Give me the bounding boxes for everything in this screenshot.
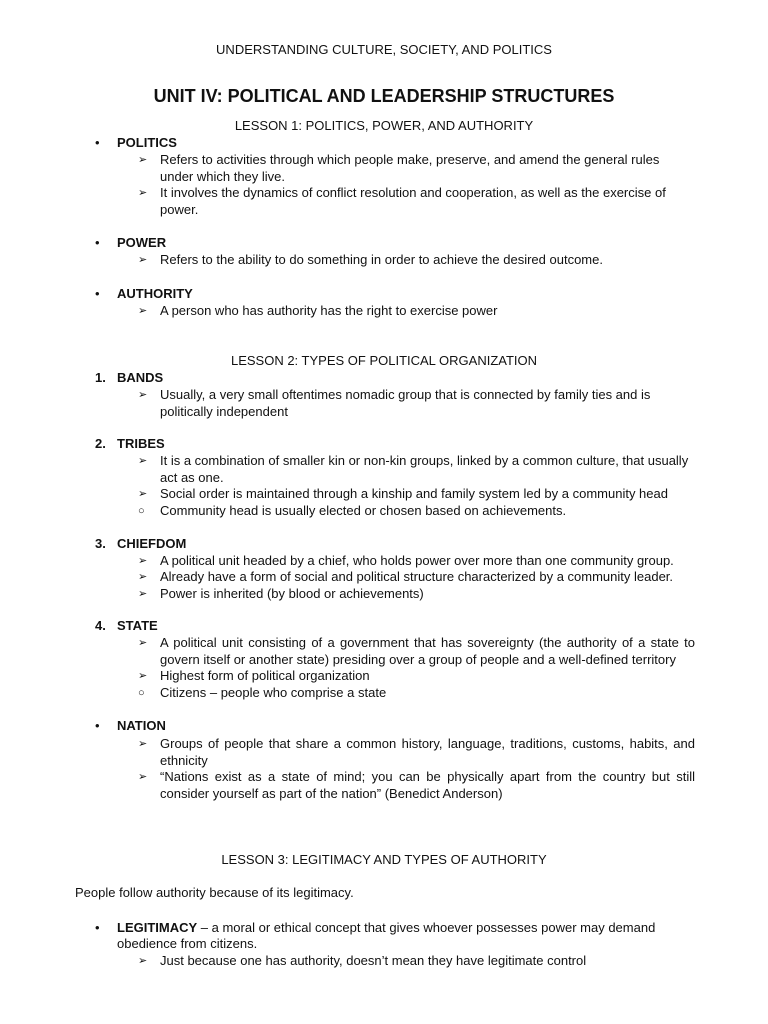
nation-point-1: Groups of people that share a common history, language, traditions, customs, habits, and ethnicity (160, 736, 695, 768)
lesson3-intro: People follow authority because of its legitimacy. (75, 885, 354, 900)
term-tribes: TRIBES (117, 436, 165, 451)
authority-point-1: A person who has authority has the right to exercise power (160, 303, 498, 318)
tribes-point-1: It is a combination of smaller kin or non-kin groups, linked by a common culture, that usually act as one. (160, 453, 689, 485)
bullet-dot-icon: • (95, 135, 100, 150)
chiefdom-point-2: Already have a form of social and political structure characterized by a community leader. (160, 569, 674, 584)
bands-point-1: Usually, a very small oftentimes nomadic group that is connected by family ties and is politically independent (160, 387, 651, 419)
arrow-bullet-icon: ➢ (138, 637, 148, 649)
term-chiefdom: CHIEFDOM (117, 536, 187, 551)
tribes-point-3: Community head is usually elected or chosen based on achievements. (160, 503, 567, 518)
arrow-bullet-icon: ➢ (138, 305, 148, 317)
course-title: UNDERSTANDING CULTURE, SOCIETY, AND POLITICS (216, 42, 552, 57)
arrow-bullet-icon: ➢ (138, 955, 148, 967)
circle-bullet-icon: ○ (138, 505, 145, 517)
term-bands: BANDS (117, 370, 164, 385)
power-point-1: Refers to the ability to do something in order to achieve the desired outcome. (160, 252, 603, 267)
arrow-bullet-icon: ➢ (138, 738, 148, 750)
circle-bullet-icon: ○ (138, 687, 145, 699)
term-nation: NATION (117, 718, 166, 733)
arrow-bullet-icon: ➢ (138, 771, 148, 783)
term-politics: POLITICS (117, 135, 177, 150)
arrow-bullet-icon: ➢ (138, 389, 148, 401)
arrow-bullet-icon: ➢ (138, 154, 148, 166)
term-power: POWER (117, 235, 167, 250)
lesson2-title: LESSON 2: TYPES OF POLITICAL ORGANIZATION (230, 353, 538, 368)
term-legitimacy: LEGITIMACY (117, 920, 198, 935)
politics-point-2: It involves the dynamics of conflict resolution and cooperation, as well as the exercise of power. (160, 185, 666, 217)
state-point-3: Citizens – people who comprise a state (160, 685, 387, 700)
list-number: 2. (95, 436, 106, 451)
legitimacy-definition-text: – a moral or ethical concept that gives whoever possesses power may demand (197, 920, 656, 935)
legitimacy-definition (117, 920, 677, 937)
bullet-dot-icon: • (95, 718, 100, 733)
list-number: 3. (95, 536, 106, 551)
arrow-bullet-icon: ➢ (138, 254, 148, 266)
arrow-bullet-icon: ➢ (138, 187, 148, 199)
chiefdom-point-3: Power is inherited (by blood or achievements) (160, 586, 424, 601)
bullet-dot-icon: • (95, 286, 100, 301)
chiefdom-point-1: A political unit headed by a chief, who holds power over more than one community group. (160, 553, 674, 568)
legitimacy-definition-cont: obedience from citizens. (117, 936, 258, 951)
term-authority: AUTHORITY (117, 286, 193, 301)
arrow-bullet-icon: ➢ (138, 670, 148, 682)
unit-title: UNIT IV: POLITICAL AND LEADERSHIP STRUCTURES (153, 86, 615, 106)
tribes-point-2: Social order is maintained through a kinship and family system led by a community head (160, 486, 668, 501)
list-number: 4. (95, 618, 106, 633)
state-point-2: Highest form of political organization (160, 668, 370, 683)
arrow-bullet-icon: ➢ (138, 571, 148, 583)
arrow-bullet-icon: ➢ (138, 488, 148, 500)
arrow-bullet-icon: ➢ (138, 555, 148, 567)
bullet-dot-icon: • (95, 920, 100, 935)
lesson3-title: LESSON 3: LEGITIMACY AND TYPES OF AUTHORITY (221, 852, 547, 867)
arrow-bullet-icon: ➢ (138, 588, 148, 600)
term-state: STATE (117, 618, 158, 633)
bullet-dot-icon: • (95, 235, 100, 250)
legitimacy-point-1: Just because one has authority, doesn’t mean they have legitimate control (160, 953, 587, 968)
nation-point-2: “Nations exist as a state of mind; you can be physically apart from the country but still consider yourself as part of the nation” (Benedict Anderson) (160, 769, 695, 801)
list-number: 1. (95, 370, 106, 385)
state-point-1: A political unit consisting of a government that has sovereignty (the authority of a state to govern itself or another state) presiding over a group of people and a well-defined territory (160, 635, 695, 667)
lesson1-title: LESSON 1: POLITICS, POWER, AND AUTHORITY (234, 118, 534, 133)
politics-point-1: Refers to activities through which people make, preserve, and amend the general rules under which they live. (160, 152, 660, 184)
arrow-bullet-icon: ➢ (138, 455, 148, 467)
